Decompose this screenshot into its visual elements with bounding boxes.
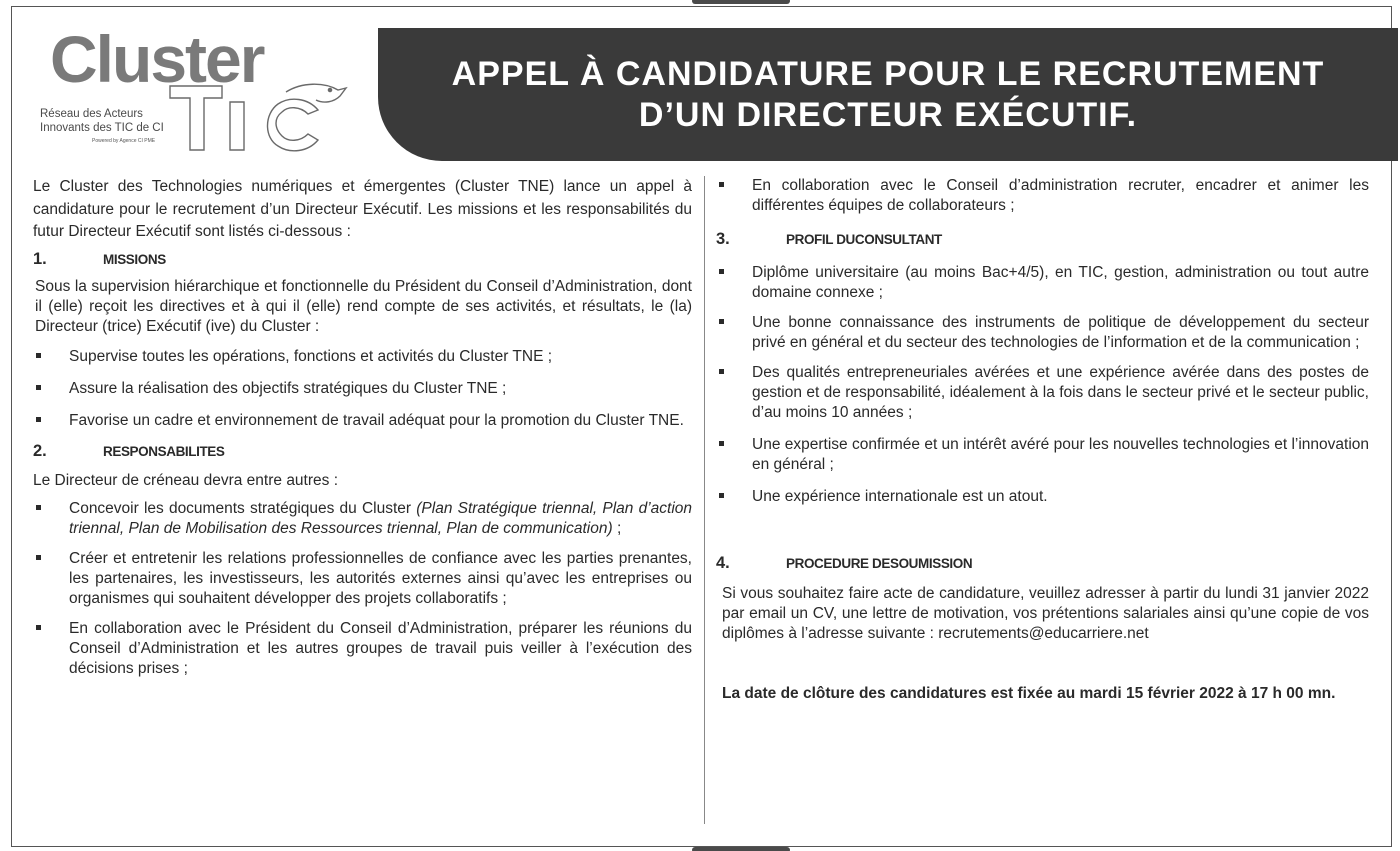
bullet-square-icon bbox=[719, 369, 724, 374]
section-title: PROCEDURE DESOUMISSION bbox=[786, 556, 973, 571]
section-procedure-heading bbox=[716, 553, 1369, 574]
section-title: PROFIL DUCONSULTANT bbox=[786, 232, 942, 247]
logo-wordmark: Cluster bbox=[50, 22, 264, 96]
right-column bbox=[716, 176, 1369, 704]
title-line-1: APPEL À CANDIDATURE POUR LE RECRUTEMENT bbox=[451, 54, 1325, 93]
bullet-square-icon bbox=[36, 555, 41, 560]
responsabilites-paragraph: Le Directeur de créneau devra entre autres : bbox=[33, 471, 339, 489]
list-item bbox=[33, 549, 692, 609]
left-column bbox=[33, 176, 692, 679]
list-item bbox=[716, 263, 1369, 303]
missions-paragraph: Sous la supervision hiérarchique et fonctionnelle du Président du Conseil d’Administration, dont il (elle) reçoit les directives et à qui il (elle) rend compte de ses activités, et résultats, le (la) Directeur (trice) Exécutif (ive) du Cluster : bbox=[35, 277, 692, 335]
bullet-square-icon bbox=[719, 182, 724, 187]
bottom-tab-marker bbox=[692, 847, 790, 851]
list-item bbox=[33, 347, 692, 367]
list-item-text: Des qualités entrepreneuriales avérées et une expérience avérée dans des postes de gestion et de responsabilité, idéalement à la fois dans le secteur privé et le secteur public, d’au moins 10 années ; bbox=[752, 364, 1369, 421]
closing-date-notice: La date de clôture des candidatures est fixée au mardi 15 février 2022 à 17 h 00 mn. bbox=[722, 685, 1336, 702]
section-title: MISSIONS bbox=[103, 251, 166, 267]
bullet-square-icon bbox=[36, 625, 41, 630]
bullet-square-icon bbox=[719, 441, 724, 446]
section-number: 3. bbox=[716, 230, 730, 248]
section-profil-heading bbox=[716, 229, 1369, 250]
list-item-text: Créer et entretenir les relations professionnelles de confiance avec les parties prenantes, les partenaires, les investisseurs, les autorités externes ainsi qu’avec les entreprises ou organismes qui souhaitent développer des projets collaboratifs ; bbox=[69, 549, 692, 607]
section-number: 1. bbox=[33, 249, 47, 268]
list-item-text: Diplôme universitaire (au moins Bac+4/5), en TIC, gestion, administration ou tout autre domaine connexe ; bbox=[752, 264, 1369, 301]
list-item-text: Concevoir les documents stratégiques du Cluster bbox=[69, 499, 417, 517]
logo-powered-by: Powered by Agence CI PME bbox=[92, 138, 156, 144]
list-item bbox=[33, 619, 692, 679]
logo-subtitle-line2: Innovants des TIC de CI bbox=[40, 122, 164, 134]
title-line-2: D’UN DIRECTEUR EXÉCUTIF. bbox=[638, 95, 1138, 134]
section-missions-heading bbox=[33, 249, 692, 270]
list-item-text: Une bonne connaissance des instruments de politique de développement du secteur privé en général et du secteur des technologies de l’information et de la communication ; bbox=[752, 314, 1369, 351]
list-item bbox=[716, 363, 1369, 423]
list-item-text: Une expérience internationale est un atout. bbox=[752, 488, 1048, 505]
list-item bbox=[716, 435, 1369, 475]
bullet-square-icon bbox=[36, 353, 41, 358]
list-item bbox=[33, 379, 692, 399]
list-item bbox=[33, 499, 692, 539]
top-tab-marker bbox=[692, 0, 790, 4]
list-item bbox=[716, 176, 1369, 216]
section-responsabilites-heading bbox=[33, 441, 692, 462]
section-number: 2. bbox=[33, 441, 47, 460]
cluster-tic-logo bbox=[30, 24, 350, 152]
list-item-text: Favorise un cadre et environnement de travail adéquat pour la promotion du Cluster TNE. bbox=[69, 411, 684, 429]
list-item bbox=[716, 487, 1369, 507]
bullet-square-icon bbox=[36, 385, 41, 390]
list-item bbox=[716, 313, 1369, 353]
list-item-text: Assure la réalisation des objectifs stratégiques du Cluster TNE ; bbox=[69, 379, 507, 397]
section-number: 4. bbox=[716, 554, 730, 572]
column-divider bbox=[704, 176, 705, 824]
list-item-text: En collaboration avec le Président du Conseil d’Administration, préparer les réunions du Conseil d’Administration et les autres groupes de travail puis veiller à l’exécution des décisions prises ; bbox=[69, 619, 692, 677]
bullet-square-icon bbox=[36, 417, 41, 422]
logo-tic-outline-icon bbox=[168, 80, 358, 154]
list-item-text-end: ; bbox=[612, 519, 622, 537]
bullet-square-icon bbox=[719, 319, 724, 324]
section-title: RESPONSABILITES bbox=[103, 443, 225, 459]
list-item-italic-text: (Plan Stratégique triennal, Plan d’action triennal, Plan de Mobilisation des Ressources triennal, Plan de communication) bbox=[69, 499, 693, 537]
procedure-paragraph: Si vous souhaitez faire acte de candidature, veuillez adresser à partir du lundi 31 janvier 2022 par email un CV, une lettre de motivation, vos prétentions salariales ainsi qu’une copie de vos diplômes à l’adresse suivante : recrutements@educarriere.net bbox=[722, 585, 1369, 642]
bullet-square-icon bbox=[36, 505, 41, 510]
list-item-text: En collaboration avec le Conseil d’administration recruter, encadrer et animer les différentes équipes de collaborateurs ; bbox=[752, 177, 1369, 214]
list-item-text: Supervise toutes les opérations, fonctions et activités du Cluster TNE ; bbox=[69, 347, 553, 365]
list-item bbox=[33, 411, 692, 431]
logo-subtitle-line1: Réseau des Acteurs bbox=[40, 108, 143, 120]
bullet-square-icon bbox=[719, 493, 724, 498]
title-banner bbox=[378, 28, 1398, 161]
bullet-square-icon bbox=[719, 269, 724, 274]
intro-paragraph: Le Cluster des Technologies numériques et émergentes (Cluster TNE) lance un appel à candidature pour le recrutement d’un Directeur Exécutif. Les missions et les responsabilités du futur Directeur Exécutif sont listés ci-dessous : bbox=[33, 178, 692, 240]
list-item-text: Une expertise confirmée et un intérêt avéré pour les nouvelles technologies et l’innovation en général ; bbox=[752, 436, 1369, 473]
